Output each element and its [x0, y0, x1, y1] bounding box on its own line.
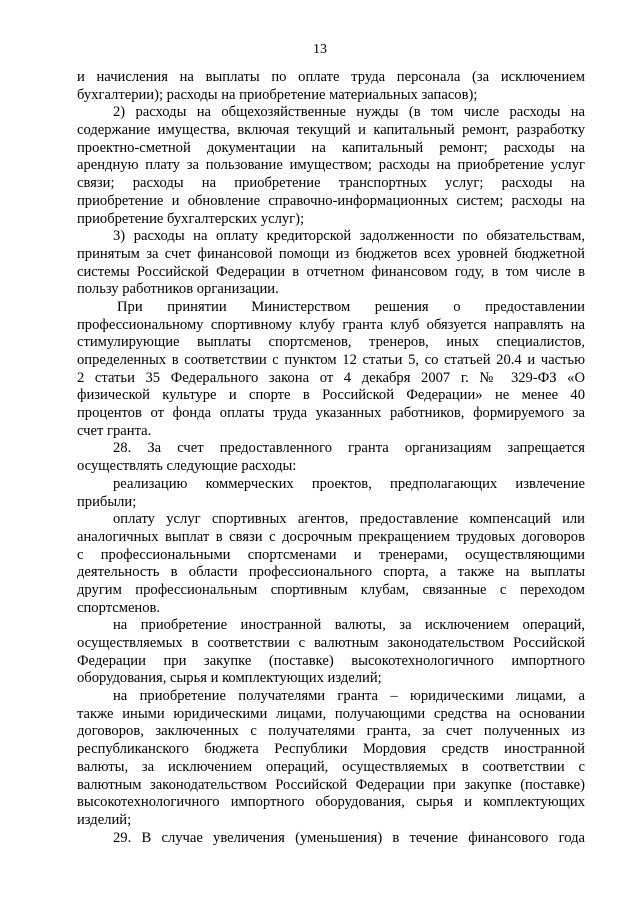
text-line: счет гранта.	[77, 422, 152, 439]
text-line: деятельность в области профессионального спорта, а также на выплаты	[77, 564, 585, 581]
text-line: на приобретение иностранной валюты, за исключением операций,	[113, 617, 585, 634]
text-line: Федерации при закупке (поставке) высокотехнологичного импортного	[77, 652, 585, 669]
paragraph	[77, 69, 585, 104]
text-line: физической культуре и спорте в Российской Федерации» не менее 40	[77, 387, 585, 404]
text-line: системы Российской Федерации в отчетном финансовом году, в том числе в	[77, 263, 585, 280]
text-line: с профессиональными спортсменами и тренерами, осуществляющими	[77, 546, 585, 563]
text-line: осуществляемых в соответствии с валютным законодательством Российской	[77, 635, 585, 651]
text-line: проектно-сметной документации на капитальный ремонт; расходы на	[77, 139, 585, 156]
paragraph	[77, 830, 585, 848]
text-line: изделий;	[77, 811, 132, 828]
text-line: 2 статьи 35 Федерального закона от 4 декабря 2007 г. № 329-ФЗ «О	[77, 369, 585, 386]
text-line: содержание имущества, включая текущий и капитальный ремонт, разработку	[77, 122, 585, 139]
text-line: осуществлять следующие расходы:	[77, 458, 297, 475]
text-line: высокотехнологичного импортного оборудования, сырья и комплектующих	[77, 794, 585, 811]
text-line: принятым за счет финансовой помощи из бюджетов всех уровней бюджетной	[77, 245, 585, 262]
text-line: связи; расходы на приобретение транспортных услуг; расходы на	[77, 175, 585, 192]
text-line: При принятии Министерством решения о предоставлении	[117, 298, 585, 315]
paragraph	[77, 228, 585, 299]
paragraph	[77, 511, 585, 617]
text-line: арендную плату за пользование имуществом; расходы на приобретение услуг	[77, 157, 585, 174]
text-line: и начисления на выплаты по оплате труда персонала (за исключением	[77, 69, 585, 85]
paragraph	[77, 440, 585, 475]
text-line: валюты, за исключением операций, осуществляемых в соответствии с	[77, 758, 585, 775]
text-line: аналогичных выплат в связи с досрочным прекращением трудовых договоров	[77, 528, 585, 545]
text-line: бухгалтерии); расходы на приобретение материальных запасов);	[77, 86, 478, 103]
text-line: оборудования, сырья и комплектующих изделий;	[77, 670, 382, 687]
text-line: реализацию коммерческих проектов, предполагающих извлечение	[113, 475, 585, 492]
text-line: профессиональному спортивному клубу гранта клуб обязуется направлять на	[77, 316, 585, 333]
text-line: 2) расходы на общехозяйственные нужды (в том числе расходы на	[113, 104, 585, 121]
paragraph	[77, 688, 585, 830]
text-line: другим профессиональным спортивным клубам, связанные с переходом	[77, 581, 585, 598]
text-line: стимулирующие выплаты спортсменов, тренеров, иных специалистов,	[77, 334, 585, 351]
text-line: пользу работников организации.	[77, 281, 279, 298]
text-line: определенных в соответствии с пунктом 12 статьи 5, со статьей 20.4 и частью	[77, 352, 585, 368]
text-line: прибыли;	[77, 493, 137, 510]
text-line: также иными юридическими лицами, получающими средства на основании	[77, 705, 585, 722]
text-line: приобретение бухгалтерских услуг);	[77, 210, 305, 227]
text-line: 3) расходы на оплату кредиторской задолженности по обязательствам,	[113, 228, 585, 245]
page-number: 13	[313, 42, 327, 57]
text-line: договоров, заключенных с получателями гранта, за счет полученных из	[77, 723, 585, 740]
text-line: 28. За счет предоставленного гранта организациям запрещается	[113, 440, 585, 457]
document-body	[77, 69, 585, 847]
paragraph	[77, 104, 585, 228]
text-line: оплату услуг спортивных агентов, предоставление компенсаций или	[113, 511, 585, 528]
text-line: на приобретение получателями гранта – юридическими лицами, а	[113, 688, 585, 705]
text-line: приобретение и обновление справочно-информационных систем; расходы на	[77, 192, 585, 209]
text-line: 29. В случае увеличения (уменьшения) в течение финансового года	[113, 829, 585, 846]
paragraph	[77, 476, 585, 511]
text-line: процентов от фонда оплаты труда указанных работников, формируемого за	[77, 405, 585, 422]
text-line: валютным законодательством Российской Федерации при закупке (поставке)	[77, 776, 585, 793]
text-line: спортсменов.	[77, 599, 161, 616]
paragraph	[77, 299, 585, 441]
paragraph	[77, 617, 585, 688]
text-line: республиканского бюджета Республики Мордовия средств иностранной	[77, 741, 585, 758]
